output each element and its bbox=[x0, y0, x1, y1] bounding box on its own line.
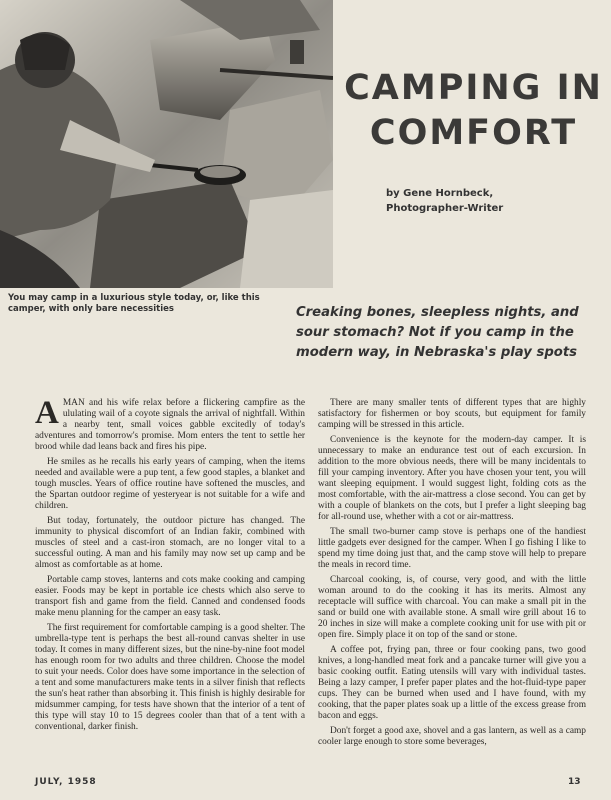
right-column bbox=[318, 398, 586, 752]
byline-role: Photographer-Writer bbox=[386, 203, 504, 214]
body-paragraph: There are many smaller tents of different types that are highly satisfactory for fishermen or boy scouts, but equipment for family camping will be stressed in this article. bbox=[318, 398, 586, 430]
body-paragraph: The small two-burner camp stove is perhaps one of the handiest little gadgets ever designed for the camper. When I go fishing I like to spend my time doing just that, and the camp stove will help to prepare the meals in record time. bbox=[318, 527, 586, 570]
body-paragraph: Don't forget a good axe, shovel and a gas lantern, as well as a camp cooler large enough to store some beverages, bbox=[318, 726, 586, 747]
article-title bbox=[336, 66, 611, 156]
photo-caption: You may camp in a luxurious style today, or, like this camper, with only bare necessities bbox=[8, 293, 260, 314]
drop-cap: A bbox=[35, 395, 59, 431]
article-deck: Creaking bones, sleepless nights, and sour stomach? Not if you camp in the modern way, in Nebraska's play spots bbox=[296, 305, 579, 360]
paragraph-text: MAN and his wife relax before a flickering campfire as the ululating wail of a coyote signals the arrival of nightfall. Within a nearby tent, small voices gabble excitedly of today's adventures and tomorrow's promise. Mom enters the tent to settle her brood while dad leans back and fires his pipe. bbox=[35, 398, 305, 452]
camper-photo bbox=[0, 0, 333, 288]
page-number: 13 bbox=[568, 777, 581, 787]
byline bbox=[386, 186, 586, 216]
body-paragraph: But today, fortunately, the outdoor picture has changed. The immunity to physical discomfort of an Indian fakir, combined with muscles of steel and a cast-iron stomach, are no longer vital to a successful outing. A man and his family may now set up camp and be almost as comfortable as at home. bbox=[35, 516, 305, 570]
left-column bbox=[35, 395, 305, 737]
body-paragraph: Portable camp stoves, lanterns and cots make cooking and camping easier. Foods may be kept in portable ice chests which also serve to transport fish and game from the field. Canned and condensed foods make menu planning for the camper an easy task. bbox=[35, 575, 305, 618]
issue-date: JULY, 1958 bbox=[35, 777, 97, 787]
body-paragraph: He smiles as he recalls his early years of camping, when the items needed and available were a pup tent, a few good staples, a blanket and tough muscles. Years of office routine have softened the muscles, and the Spartan outdoor regime of yesteryear is not suitable for a wife and children. bbox=[35, 457, 305, 511]
body-paragraph: A coffee pot, frying pan, three or four cooking pans, two good knives, a long-handled meat fork and a pancake turner will give you a basic cooking outfit. Eating utensils will vary with individual tastes. Being a lazy camper, I prefer paper plates and the hot-fluid-type paper cups. They can be burned when used and I have found, with my cooking, that the paper plates soak up a little of the excess grease from bacon and eggs. bbox=[318, 645, 586, 721]
title-line-2: COMFORT bbox=[369, 113, 578, 153]
body-paragraph bbox=[35, 395, 305, 453]
body-paragraph: The first requirement for comfortable camping is a good shelter. The umbrella-type tent is perhaps the best all-round canvas shelter in use today. It comes in many different sizes, but the nine-by-nine foot model has enough room for two adults and three children. Choose the model to suit your needs. Color does have some importance in the selection of a tent and some manufacturers make tents in a silver finish that reflects the sun's heat rather than absorbing it. This finish is highly desirable for midsummer camping, for tests have shown that the interior of a tent of this type will stay 10 to 15 degrees cooler than that of a tent with a conventional, darker finish. bbox=[35, 623, 305, 732]
body-paragraph: Convenience is the keynote for the modern-day camper. It is unnecessary to make an endurance test out of each excursion. In addition to the more obvious needs, there will be many incidentals to fill your camping inventory. After you have chosen your tent, you will want sleeping equipment. I would suggest light, folding cots as the most comfortable, with the air-mattress a close second. You can get by with a couple of blankets on the cots, but I prefer a light sleeping bag for all-round use, whether with a cot or air-mattress. bbox=[318, 435, 586, 522]
body-paragraph: Charcoal cooking, is, of course, very good, and with the little woman around to do the cooking it has its merits. Almost any receptacle will suffice with charcoal. You can make a small pit in the sand or build one with available stone. A small wire grill about 16 to 20 inches in size will make a complete cooking unit for use with pit or open fire. Simply place it on top of the sand or stone. bbox=[318, 575, 586, 640]
byline-author: by Gene Hornbeck, bbox=[386, 188, 494, 199]
title-line-1: CAMPING IN bbox=[344, 68, 603, 108]
